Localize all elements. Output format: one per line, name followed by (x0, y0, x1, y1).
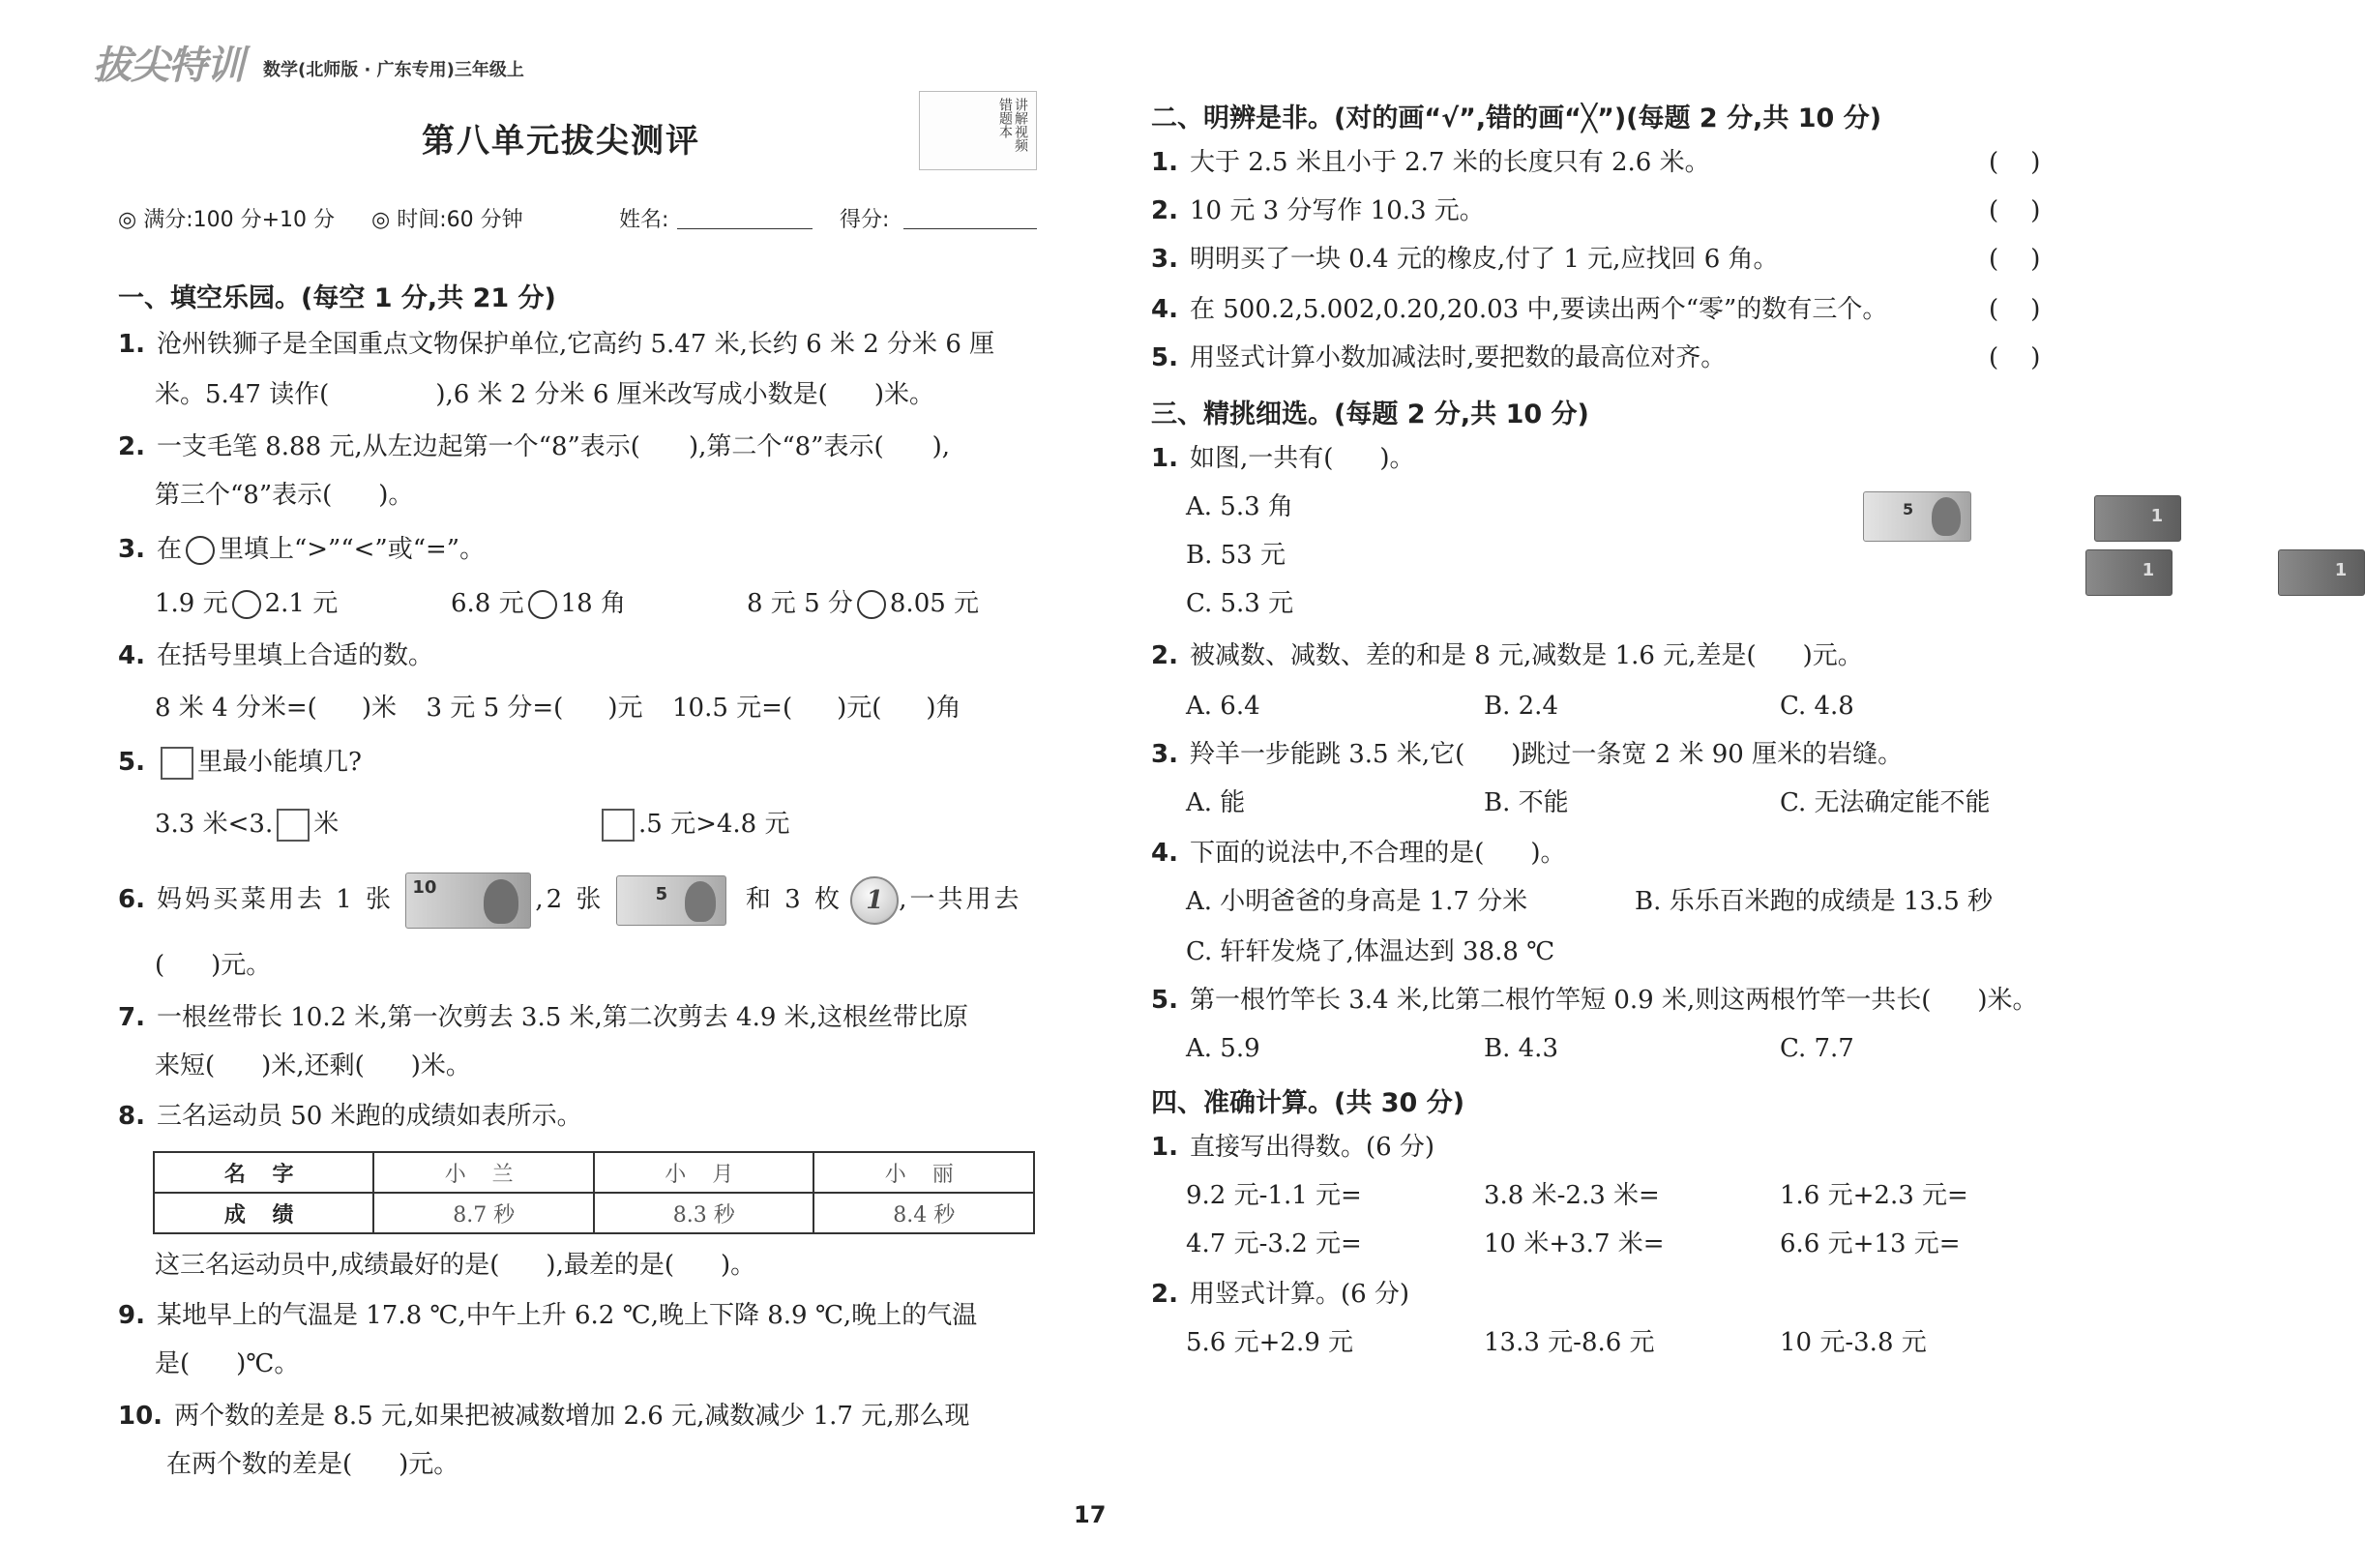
q-text: )元。 (399, 1450, 459, 1479)
q-text: .5 元>4.8 元 (638, 810, 790, 839)
q-text: 第三个“8”表示( (155, 481, 333, 510)
q1-3 (118, 532, 485, 567)
q-text: ),最差的是( (546, 1251, 674, 1280)
q-text: 2.1 元 (264, 589, 339, 618)
calc-item: 10 元-3.8 元 (1780, 1328, 1927, 1357)
q-number: 4. (1151, 295, 1178, 324)
q-text: 8 米 4 分米=( (155, 694, 317, 723)
q-number: 5. (1151, 343, 1178, 372)
s3-q3 (1151, 737, 1903, 772)
subject-line: 数学(北师版 · 广东专用)三年级上 (263, 60, 524, 80)
q-number: 1. (118, 330, 145, 359)
table-cell: 8.4 秒 (813, 1193, 1034, 1233)
q-text: 三名运动员 50 米跑的成绩如表所示。 (156, 1102, 582, 1131)
q-text: )元。 (1802, 641, 1863, 670)
q-text: 在 (156, 535, 182, 564)
q1-7-line2 (155, 1049, 471, 1083)
s3-q4 (1151, 836, 1566, 871)
q-text: 6.8 元 (451, 589, 524, 618)
q-text: 在 500.2,5.002,0.20,20.03 中,要读出两个“零”的数有三个。 (1189, 295, 1888, 324)
judge-item (1151, 340, 1726, 375)
s3-q2-optB[interactable]: B. 2.4 (1484, 692, 1558, 721)
q1-2-line2 (155, 478, 413, 513)
answer-square[interactable] (161, 747, 193, 780)
q1-9 (118, 1298, 977, 1333)
q-number: 1. (1151, 1133, 1178, 1162)
judge-item (1151, 292, 1887, 327)
five-yuan-bill-icon (616, 875, 726, 926)
q-number: 9. (118, 1301, 145, 1330)
q-text: 这三名运动员中,成绩最好的是( (155, 1251, 500, 1280)
q-text: 来短( (155, 1051, 216, 1080)
q-text: 第一根竹竿长 3.4 米,比第二根竹竿短 0.9 米,则这两根竹竿一共长( (1189, 986, 1932, 1015)
q-number: 8. (118, 1102, 145, 1131)
s3-q5 (1151, 983, 2038, 1018)
q1-5 (118, 745, 362, 780)
q-text: 里最小能填几? (196, 748, 362, 777)
q1-1 (118, 327, 994, 362)
q-text: )元 (607, 694, 643, 723)
q-text: 在括号里填上合适的数。 (156, 641, 433, 670)
q1-2 (118, 429, 950, 464)
q-text: ,2 张 (535, 885, 605, 914)
q-text: 两个数的差是 8.5 元,如果把被减数增加 2.6 元,减数减少 1.7 元,那么现 (174, 1402, 970, 1431)
q-text: 用竖式计算。(6 分) (1189, 1280, 1410, 1309)
judge-item (1151, 242, 1779, 277)
q1-9-line2 (155, 1346, 299, 1381)
q1-8 (118, 1099, 582, 1134)
q-number: 6. (118, 885, 145, 914)
s3-q5-optB[interactable]: B. 4.3 (1484, 1034, 1558, 1063)
table-header-cell: 名 字 (154, 1152, 373, 1193)
q-text: 3 元 5 分=( (426, 694, 564, 723)
one-jiao-bill-icon (2085, 549, 2173, 596)
s3-q4-optA[interactable]: A. 小明爸爸的身高是 1.7 分米 (1186, 887, 1528, 916)
s4-q2 (1151, 1277, 1409, 1312)
q-text: )元。 (211, 951, 272, 980)
q1-5-p2 (598, 807, 789, 842)
q-text: ), (931, 432, 951, 461)
q-text: )元( (837, 694, 882, 723)
q-text: )米,还剩( (261, 1051, 365, 1080)
q-text: ),6 米 2 分米 6 厘米改写成小数是( (435, 380, 828, 409)
q-text: 明明买了一块 0.4 元的橡皮,付了 1 元,应找回 6 角。 (1189, 245, 1779, 274)
qr-label: 讲解视频 错题本 (997, 98, 1028, 152)
q-number: 5. (118, 748, 145, 777)
q-number: 3. (1151, 740, 1178, 769)
q-text: 大于 2.5 米且小于 2.7 米的长度只有 2.6 米。 (1189, 148, 1710, 177)
score-field[interactable] (903, 228, 1037, 229)
answer-square[interactable] (277, 809, 310, 842)
bill-value: 1 (2334, 560, 2348, 580)
q-text: ),第二个“8”表示( (688, 432, 884, 461)
q-text: 下面的说法中,不合理的是( (1189, 839, 1485, 868)
full-marks: ◎ 满分:100 分+10 分 (118, 208, 336, 232)
ten-yuan-bill-icon (405, 873, 531, 929)
q-text: )℃。 (236, 1349, 300, 1378)
s3-q5-optC[interactable]: C. 7.7 (1780, 1034, 1854, 1063)
s3-q3-optA[interactable]: A. 能 (1186, 788, 1246, 817)
name-label: 姓名: (619, 208, 669, 232)
q-text: 10.5 元=( (672, 694, 793, 723)
table-cell: 小 兰 (373, 1152, 594, 1193)
judge-answer-box[interactable]: ( ) (1989, 148, 2041, 177)
compare-circle[interactable] (857, 590, 886, 619)
q-text: )米 (361, 694, 397, 723)
q1-4 (118, 638, 433, 673)
q-number: 7. (118, 1003, 145, 1032)
q-text: 一根丝带长 10.2 米,第一次剪去 3.5 米,第二次剪去 4.9 米,这根丝带比原 (156, 1003, 968, 1032)
q-text: 是( (155, 1349, 191, 1378)
q-text: 被减数、减数、差的和是 8 元,减数是 1.6 元,差是( (1189, 641, 1757, 670)
calc-item: 1.6 元+2.3 元= (1780, 1181, 1968, 1210)
q-text: 和 3 枚 (745, 885, 843, 914)
judge-item (1151, 145, 1710, 180)
q1-8-line2 (155, 1248, 755, 1283)
s4-q1 (1151, 1130, 1434, 1165)
q1-10 (118, 1399, 970, 1434)
q1-4-line2 (155, 691, 961, 725)
q-text: ( (155, 951, 165, 980)
table-header-cell: 成 绩 (154, 1193, 373, 1233)
q-number: 1. (1151, 444, 1178, 473)
section2-title: 二、明辨是非。(对的画“√”,错的画“╳”)(每题 2 分,共 10 分) (1151, 104, 1882, 133)
s3-q5-optA[interactable]: A. 5.9 (1186, 1034, 1260, 1063)
table-row (154, 1152, 1034, 1193)
q-number: 3. (1151, 245, 1178, 274)
q-text: )角 (926, 694, 961, 723)
s3-q3-optC[interactable]: C. 无法确定能不能 (1780, 788, 1991, 817)
q-text: 羚羊一步能跳 3.5 米,它( (1189, 740, 1465, 769)
q-text: 在两个数的差是( (166, 1450, 353, 1479)
qr-code-box[interactable] (919, 91, 1037, 170)
calc-item: 13.3 元-8.6 元 (1484, 1328, 1655, 1357)
calc-item: 5.6 元+2.9 元 (1186, 1328, 1354, 1357)
q1-5-p1 (155, 807, 339, 842)
exam-time: ◎ 时间:60 分钟 (371, 208, 523, 232)
s3-q1 (1151, 441, 1415, 476)
judge-answer-box[interactable]: ( ) (1989, 343, 2041, 372)
answer-square[interactable] (602, 809, 635, 842)
results-table (153, 1151, 1035, 1234)
q-number: 4. (118, 641, 145, 670)
money-figure (1863, 491, 2348, 592)
bill-value: 1 (2142, 560, 2155, 580)
calc-item: 9.2 元-1.1 元= (1186, 1181, 1362, 1210)
section4-title: 四、准确计算。(共 30 分) (1151, 1088, 1465, 1118)
calc-item: 4.7 元-3.2 元= (1186, 1229, 1362, 1258)
table-cell: 小 月 (594, 1152, 814, 1193)
table-row (154, 1193, 1034, 1233)
q-text: 3.3 米<3. (155, 810, 274, 839)
q1-3-compare2 (451, 586, 626, 621)
s3-q2-optC[interactable]: C. 4.8 (1780, 692, 1854, 721)
q-text: )米。 (1977, 986, 2038, 1015)
q-number: 4. (1151, 839, 1178, 868)
q-text: 8.05 元 (889, 589, 980, 618)
s3-q3-optB[interactable]: B. 不能 (1484, 788, 1569, 817)
q1-3-compare1 (155, 586, 338, 621)
q-text: 米。5.47 读作( (155, 380, 330, 409)
q-number: 2. (1151, 641, 1178, 670)
q-text: )米。 (410, 1051, 471, 1080)
q-number: 2. (1151, 1280, 1178, 1309)
q-number: 2. (118, 432, 145, 461)
q-text: 一支毛笔 8.88 元,从左边起第一个“8”表示( (156, 432, 640, 461)
section3-title: 三、精挑细选。(每题 2 分,共 10 分) (1151, 399, 1589, 429)
bill-value: 1 (2150, 506, 2164, 526)
bill-value: 5 (1903, 500, 1914, 518)
table-cell: 8.7 秒 (373, 1193, 594, 1233)
q-text: ,一共用去 (899, 885, 1022, 914)
judge-answer-box[interactable]: ( ) (1989, 245, 2041, 274)
q-number: 2. (1151, 196, 1178, 225)
s3-q4-optC[interactable]: C. 轩轩发烧了,体温达到 38.8 ℃ (1186, 937, 1555, 966)
q-text: 1.9 元 (155, 589, 228, 618)
calc-item: 10 米+3.7 米= (1484, 1229, 1665, 1258)
q-text: )米。 (873, 380, 934, 409)
judge-item (1151, 193, 1485, 228)
compare-circle[interactable] (186, 536, 215, 565)
q-text: 18 角 (560, 589, 626, 618)
q-text: 8 元 5 分 (747, 589, 853, 618)
s3-q1-optB[interactable]: B. 53 元 (1186, 541, 1286, 570)
s3-q1-optC[interactable]: C. 5.3 元 (1186, 589, 1294, 618)
s3-q2 (1151, 638, 1863, 673)
q1-3-compare3 (747, 586, 979, 621)
table-cell: 小 丽 (813, 1152, 1034, 1193)
q-text: 如图,一共有( (1189, 444, 1334, 473)
q-number: 1. (1151, 148, 1178, 177)
q1-10-line2 (166, 1447, 458, 1482)
q-number: 10. (118, 1402, 163, 1431)
q1-6-line2 (155, 948, 271, 983)
section1-title: 一、填空乐园。(每空 1 分,共 21 分) (118, 283, 556, 313)
s3-q4-optB[interactable]: B. 乐乐百米跑的成绩是 13.5 秒 (1635, 887, 1994, 916)
one-jiao-bill-icon (2278, 549, 2365, 596)
page-title: 第八单元拔尖测评 (422, 122, 700, 161)
bill-value: 10 (412, 877, 437, 898)
name-field[interactable] (677, 228, 813, 229)
q-text: 直接写出得数。(6 分) (1189, 1133, 1435, 1162)
q-text: )。 (1530, 839, 1566, 868)
brand-logo: 拔尖特训 (93, 44, 244, 88)
table-cell: 8.3 秒 (594, 1193, 814, 1233)
q-text: 10 元 3 分写作 10.3 元。 (1189, 196, 1485, 225)
q-number: 3. (118, 535, 145, 564)
q-text: )。 (1379, 444, 1415, 473)
bill-value: 5 (655, 884, 668, 904)
q-text: 某地早上的气温是 17.8 ℃,中午上升 6.2 ℃,晚上下降 8.9 ℃,晚上的气温 (156, 1301, 978, 1330)
s3-q2-optA[interactable]: A. 6.4 (1186, 692, 1260, 721)
q1-1-line2 (155, 377, 934, 412)
compare-circle[interactable] (528, 590, 557, 619)
q-text: )。 (720, 1251, 756, 1280)
judge-answer-box[interactable]: ( ) (1989, 295, 2041, 324)
calc-item: 6.6 元+13 元= (1780, 1229, 1961, 1258)
judge-answer-box[interactable]: ( ) (1989, 196, 2041, 225)
q-text: )。 (378, 481, 414, 510)
q-text: )跳过一条宽 2 米 90 厘米的岩缝。 (1511, 740, 1904, 769)
five-jiao-bill-icon (1863, 491, 1971, 542)
q-text: 用竖式计算小数加减法时,要把数的最高位对齐。 (1189, 343, 1727, 372)
q1-7 (118, 1000, 968, 1035)
calc-item: 3.8 米-2.3 米= (1484, 1181, 1660, 1210)
q-text: 妈妈买菜用去 1 张 (156, 885, 395, 914)
score-label: 得分: (840, 208, 890, 232)
q-text: 沧州铁狮子是全国重点文物保护单位,它高约 5.47 米,长约 6 米 2 分米 6 厘 (156, 330, 995, 359)
one-yuan-coin-icon: 1 (850, 876, 899, 925)
s3-q1-optA[interactable]: A. 5.3 角 (1186, 492, 1293, 521)
q-number: 5. (1151, 986, 1178, 1015)
page-number: 17 (1074, 1501, 1107, 1528)
q1-6 (118, 873, 1022, 929)
compare-circle[interactable] (232, 590, 261, 619)
one-jiao-bill-icon (2094, 495, 2181, 542)
q-text: 米 (313, 810, 340, 839)
q-text: 里填上“>”“<”或“=”。 (218, 535, 486, 564)
